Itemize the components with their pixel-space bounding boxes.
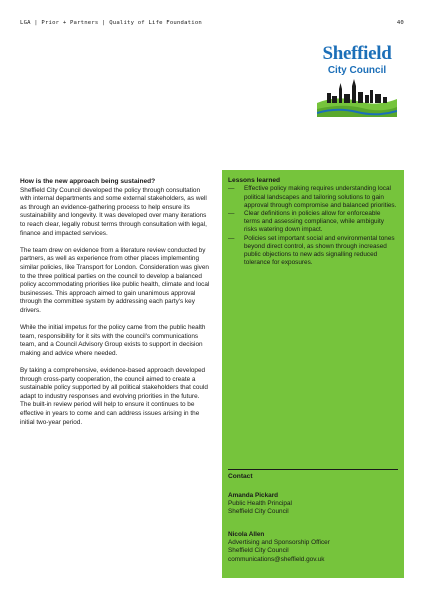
dash-bullet: — bbox=[228, 185, 235, 193]
contact-card bbox=[228, 492, 398, 517]
contact-role: Public Health Principal bbox=[228, 500, 292, 508]
lesson-item bbox=[228, 235, 398, 268]
contact-name: Amanda Pickard bbox=[228, 492, 279, 499]
paragraph: The team drew on evidence from a literature review conducted by partners, as well as experience from other places implementing similar policies, like Transport for London. Consideration was given to the three political parties on the council to develop a balanced policy accommodating priorities like public health, climate and local businesses. This approach aimed to gain unanimous approval through the committee system by addressing each party's key drivers. bbox=[20, 246, 210, 314]
contact-email-link[interactable]: communications@sheffield.gov.uk bbox=[228, 555, 325, 563]
contact-card bbox=[228, 531, 398, 564]
paragraph: Sheffield City Council developed the policy through consultation with internal departments and some external stakeholders, as well as through an evidence-gathering process to help ensure its sustainability and longevity. It was developed over many iterations to reach clear, legally robust terms through consultation with legal, finance and impacted services. bbox=[20, 186, 207, 237]
logo-subtitle: City Council bbox=[327, 65, 387, 76]
contact-role: Advertising and Sponsorship Officer bbox=[228, 539, 330, 547]
contact-title: Contact bbox=[228, 473, 253, 480]
skyline-emblem-icon bbox=[317, 77, 397, 117]
sheffield-city-council-logo bbox=[311, 44, 403, 118]
logo-name: Sheffield bbox=[322, 43, 392, 64]
lesson-item bbox=[228, 210, 398, 235]
paragraph: By taking a comprehensive, evidence-based approach developed through cross-party cooperation, the council aimed to create a sustainable policy supported by all political stakeholders that could adapt to industry responses and evolving priorities in the future. The built-in review period will help to ensure it continues to be effective in years to come and can address issues arising in the initial two-year period. bbox=[20, 367, 208, 426]
lesson-text: Clear definitions in policies allow for enforceable terms and assessing compliance, while ambiguity risks watering down impact. bbox=[244, 210, 384, 234]
dash-bullet: — bbox=[228, 210, 235, 218]
dash-bullet: — bbox=[228, 234, 235, 242]
header-publishers: LGA | Prior + Partners | Quality of Life Foundation bbox=[20, 20, 202, 26]
contact-name: Nicola Allen bbox=[228, 531, 265, 538]
lessons-panel bbox=[222, 170, 404, 578]
contact-organisation: Sheffield City Council bbox=[228, 547, 289, 555]
lesson-text: Policies set important social and environmental tones beyond direct control, as shown through increased public objections to new ads signalling reduced tolerance for exposures. bbox=[244, 234, 395, 267]
lessons-title: Lessons learned bbox=[228, 177, 281, 184]
lesson-text: Effective policy making requires understanding local political landscapes and tailoring solutions to gain approval through compromise and balanced priorities. bbox=[244, 185, 397, 209]
contact-organisation: Sheffield City Council bbox=[228, 508, 289, 516]
page-header bbox=[20, 20, 404, 32]
section-heading: How is the new approach being sustained? bbox=[20, 178, 156, 185]
page-number: 40 bbox=[396, 20, 404, 26]
lesson-item bbox=[228, 185, 398, 210]
main-column bbox=[20, 178, 210, 436]
paragraph: While the initial impetus for the policy came from the public health team, responsibility for it sits with the council's communications team, and a Council Advisory Group exists to support in decision making and advice where needed. bbox=[20, 324, 206, 357]
divider bbox=[228, 469, 398, 470]
